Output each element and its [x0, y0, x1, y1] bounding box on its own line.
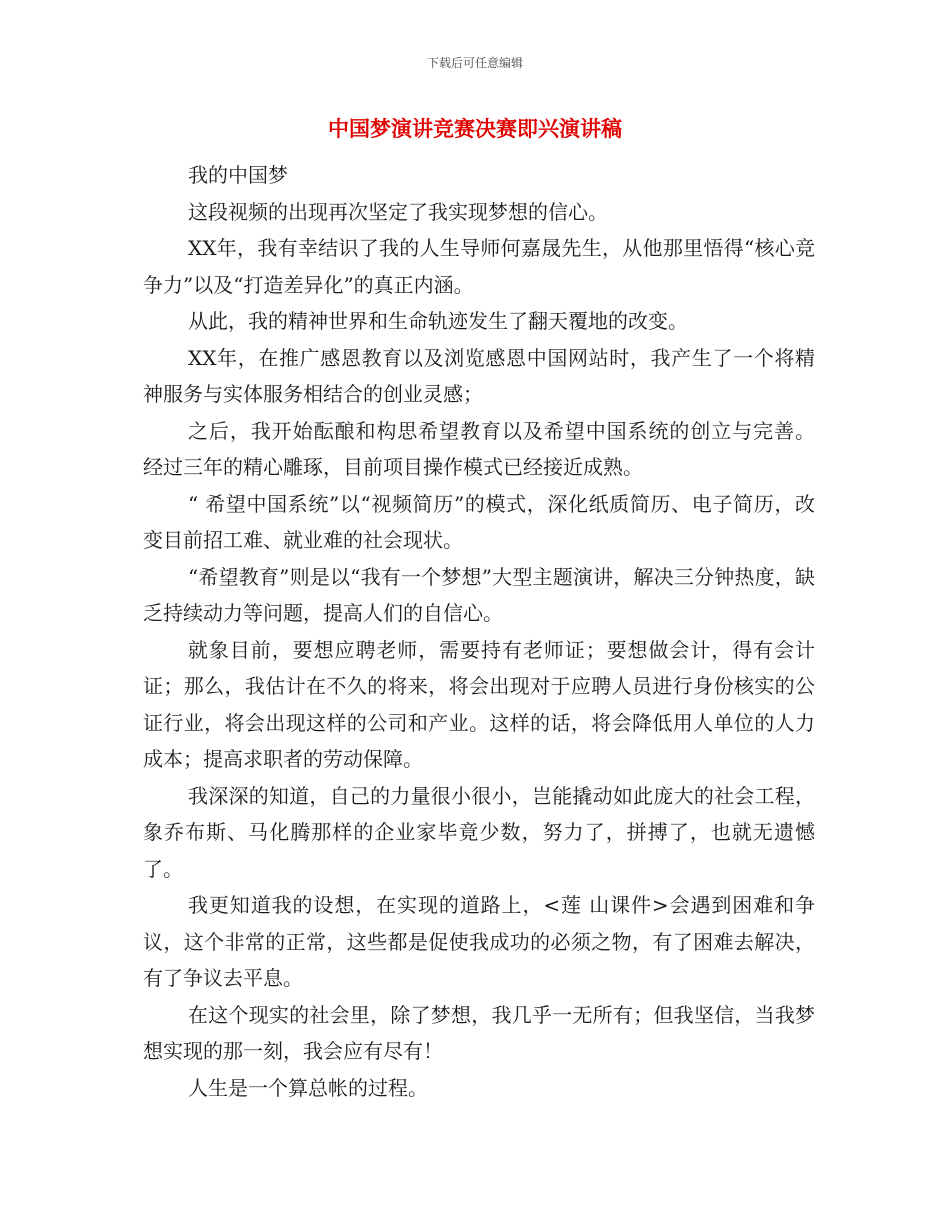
- document-title: 中国梦演讲竞赛决赛即兴演讲稿: [328, 117, 622, 141]
- paragraph: 就象目前，要想应聘老师，需要持有老师证；要想做会计，得有会计证；那么，我估计在不久的将来，将会出现对于应聘人员进行身份核实的公证行业，将会出现这样的公司和产业。这样的话，将会降低用人单位的人力成本；提高求职者的劳动保障。: [143, 637, 815, 771]
- paragraph: 这段视频的出现再次坚定了我实现梦想的信心。: [188, 199, 608, 224]
- document-body: [143, 157, 828, 1106]
- paragraph: 我深深的知道，自己的力量很小很小，岂能撬动如此庞大的社会工程，象乔布斯、马化腾那样的企业家毕竟少数，努力了，拼搏了，也就无遗憾了。: [143, 783, 815, 881]
- paragraph: “ 希望中国系统”以“视频简历”的模式，深化纸质简历、电子简历，改变目前招工难、就业难的社会现状。: [143, 491, 815, 552]
- header-note: 下载后可任意编辑: [426, 56, 523, 70]
- paragraph: 从此，我的精神世界和生命轨迹发生了翻天覆地的改变。: [188, 309, 688, 333]
- paragraph: XX年，我有幸结识了我的人生导师何嘉晟先生，从他那里悟得“核心竞争力”以及“打造差异化”的真正内涵。: [143, 236, 815, 297]
- paragraph: 我的中国梦: [188, 163, 288, 187]
- paragraph: 之后，我开始酝酿和构思希望教育以及希望中国系统的创立与完善。 经过三年的精心雕琢，目前项目操作模式已经接近成熟。: [143, 418, 828, 479]
- paragraph: 人生是一个算总帐的过程。: [188, 1075, 428, 1100]
- paragraph: 在这个现实的社会里，除了梦想，我几乎一无所有；但我坚信，当我梦想实现的那一刻，我会应有尽有！: [143, 1002, 815, 1063]
- paragraph: “希望教育”则是以“我有一个梦想”大型主题演讲，解决三分钟热度，缺乏持续动力等问题，提高人们的自信心。: [143, 564, 815, 625]
- paragraph: 我更知道我的设想，在实现的道路上，<莲 山课件>会遇到困难和争议，这个非常的正常，这些都是促使我成功的必须之物，有了困难去解决，有了争议去平息。: [143, 893, 815, 990]
- paragraph: XX年，在推广感恩教育以及浏览感恩中国网站时，我产生了一个将精神服务与实体服务相结合的创业灵感；: [143, 345, 815, 406]
